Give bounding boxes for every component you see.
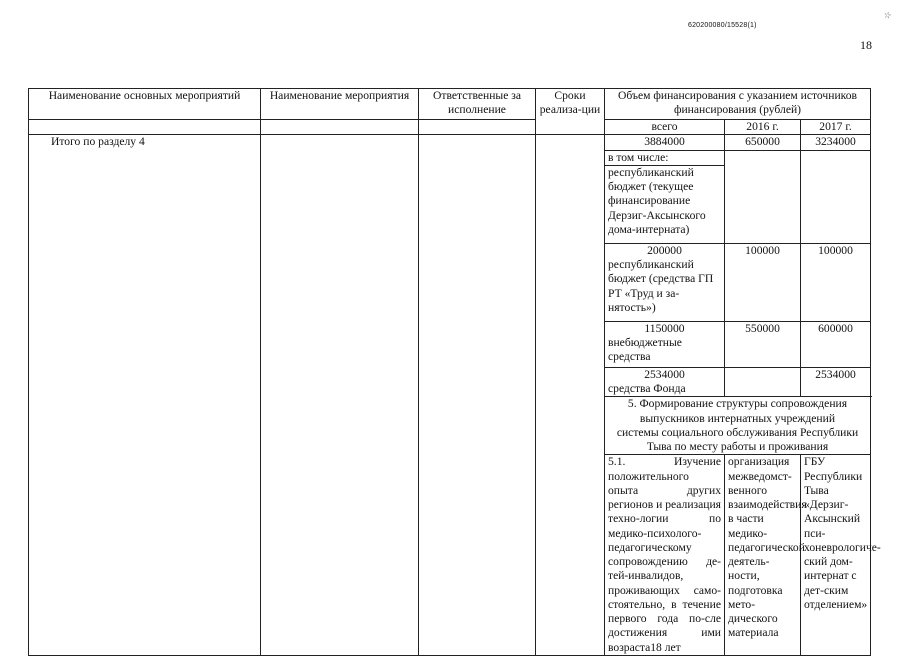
section4-fund-2017: 2534000 (801, 367, 871, 397)
activities-table (28, 88, 881, 656)
section4-fund-amount: 2534000 (644, 367, 685, 381)
section4-including-label: в том числе: (605, 150, 725, 165)
section4-total-2016: 650000 (725, 135, 801, 150)
section4-offbudget-amount: 1150000 (644, 321, 685, 335)
header-col1-cont (29, 120, 261, 135)
section4-including-2017 (801, 150, 871, 243)
page-number: 18 (860, 38, 872, 52)
section4-offbudget-2016: 550000 (725, 321, 801, 367)
item-5-1-name: 5.1. Изучение положительного опыта других регионов и реализация техно-логии по медико-психолого-педагогическому сопровождению де-тей-инвалидов, проживающих само-стоятельно, в течение первого года по-сле достижения ими возраста18 лет (605, 455, 725, 656)
section4-offbudget-source: внебюджетные средства (608, 336, 682, 364)
section4-republic-budget-program (605, 243, 725, 321)
section4-fund-source: средства Фонда (608, 382, 686, 395)
header-2016: 2016 г. (725, 120, 801, 135)
section4-fund-2016 (725, 367, 801, 397)
document-id: 620200080/15528(1) (688, 22, 757, 29)
header-main-activities: Наименование основных мероприятий (29, 89, 261, 120)
header-col3-cont (419, 120, 536, 135)
header-2017: 2017 г. (801, 120, 871, 135)
section5-title (605, 397, 871, 455)
item-5-1-activity: организация межведомст-венного взаимодействия в части медико-педагогической деятель-ности, подготовка мето-дического материала (725, 455, 801, 656)
section5-title-line2: системы социального обслуживания Республики Тыва по месту работы и проживания (616, 425, 859, 453)
section4-total-2017: 3234000 (801, 135, 871, 150)
section4-total-amount: 3884000 (605, 135, 725, 150)
section4-empty-period (536, 135, 605, 656)
section4-total-label: Итого по разделу 4 (29, 135, 261, 656)
section4-empty-responsible (419, 135, 536, 656)
header-col2-cont (261, 120, 419, 135)
section5-title-line1: 5. Формирование структуры сопровождения выпускников интернатных учреждений (627, 397, 848, 425)
section4-republic-budget-current: республиканский бюджет (текущее финансирование Дерзиг-Аксынского дома-интерната) (605, 165, 725, 243)
header-responsible: Ответственные за исполнение (419, 89, 536, 120)
section4-program-source: республиканский бюджет (средства ГП РТ «Труд и за-нятость») (608, 258, 714, 314)
section4-empty-activity (261, 135, 419, 656)
section4-program-2016: 100000 (725, 243, 801, 321)
section4-fund (605, 367, 725, 397)
section4-including-2016 (725, 150, 801, 243)
header-total: всего (605, 120, 725, 135)
header-period: Сроки реализа-ции (536, 89, 605, 135)
section4-offbudget (605, 321, 725, 367)
section4-program-amount: 200000 (647, 243, 682, 257)
item-5-1-responsible: ГБУ Республики Тыва «Дерзиг-Аксынский пси-хоневрологиче-ский дом-интернат с дет-ским отделением» (801, 455, 871, 656)
section4-program-2017: 100000 (801, 243, 871, 321)
header-funding: Объем финансирования с указанием источников финансирования (рублей) (605, 89, 871, 120)
section4-offbudget-2017: 600000 (801, 321, 871, 367)
corner-mark: ☆ (881, 9, 894, 22)
header-activity-name: Наименование мероприятия (261, 89, 419, 120)
